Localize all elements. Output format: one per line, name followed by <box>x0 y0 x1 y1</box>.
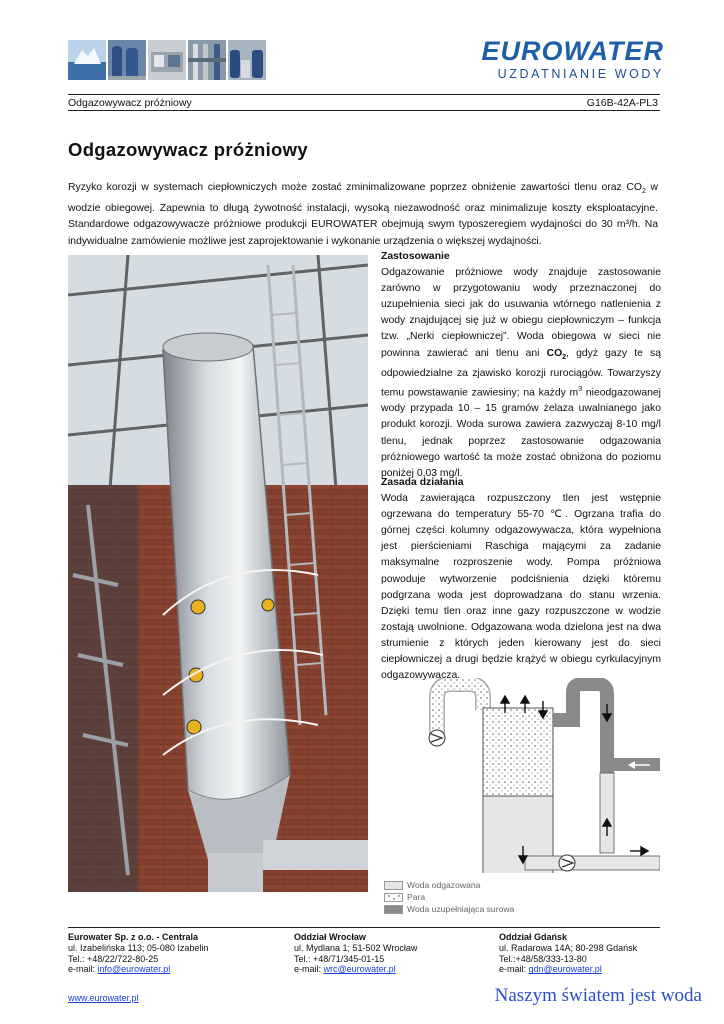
process-diagram <box>425 678 660 873</box>
legend-row-raw <box>384 903 514 915</box>
page-title: Odgazowywacz próżniowy <box>68 139 308 160</box>
footer-office-centrala <box>68 932 208 975</box>
intro-paragraph <box>68 180 658 250</box>
footer-rule <box>68 927 660 928</box>
section-principle <box>381 475 661 684</box>
usage-text-2: , gdyż gazy te są odpowiedzialne za zjawisko korozji rurociągów. Towarzyszy temu powstawanie zawiesiny; na każdy m <box>381 347 661 399</box>
photo-plant <box>148 40 186 80</box>
inlet-pipe <box>553 684 607 773</box>
photo-pipes <box>188 40 226 80</box>
photo-hall <box>228 40 266 80</box>
office-address: ul. Izabelińska 113; 05-080 Izabelin <box>68 942 209 953</box>
section-usage <box>381 249 661 482</box>
office-tel: Tel.: +48/22/722-80-25 <box>68 953 159 964</box>
legend-swatch-raw <box>384 905 403 914</box>
photo-tanks <box>108 40 146 80</box>
photo-iceberg <box>68 40 106 80</box>
eurowater-logo <box>482 38 665 81</box>
legend-swatch-steam <box>384 893 403 902</box>
logo-wordmark: EUROWATER <box>481 36 664 66</box>
office-address: ul. Radarowa 14A; 80-298 Gdańsk <box>499 942 638 953</box>
office-tel: Tel.: +48/71/345-01-15 <box>294 953 385 964</box>
office-email-link[interactable]: gdn@eurowater.pl <box>528 964 602 975</box>
legend-label-water: Woda odgazowana <box>407 880 481 890</box>
website-link[interactable]: www.eurowater.pl <box>68 993 139 1003</box>
usage-text-1: Odgazowanie próżniowe wody znajduje zastosowanie zarówno w przygotowaniu wody przeznaczonej do uzupełnienia sieci jak do usuwania wtórnego natlenienia z wody znajdującej się już w obiegu ciepłowniczym – funkcja tzw. „Nerki ciepłowniczej”. Woda obiegowa w sieci nie powinna zawierać ani tlenu ani <box>381 267 661 359</box>
doc-header-title: Odgazowywacz próżniowy <box>68 97 192 109</box>
deaerator-photo <box>68 255 368 892</box>
header-rule-top <box>68 94 660 95</box>
slogan: Naszym światem jest woda <box>494 985 702 1006</box>
office-email-label: e-mail: <box>499 964 529 975</box>
legend-swatch-water <box>384 881 403 890</box>
usage-body <box>381 265 661 482</box>
office-name: Oddział Gdańsk <box>499 932 568 942</box>
intro-subscript: 2 <box>641 188 646 196</box>
office-name: Oddział Wrocław <box>294 932 366 942</box>
legend-row-steam <box>384 891 514 903</box>
legend-row-water <box>384 879 514 891</box>
diagram-legend <box>384 879 514 915</box>
legend-label-steam: Para <box>407 892 426 902</box>
doc-code: G16B-42A-PL3 <box>586 97 658 109</box>
usage-heading: Zastosowanie <box>381 251 450 262</box>
usage-m3-sup: 3 <box>578 385 583 393</box>
principle-body: Woda zawierająca rozpuszczony tlen jest wstępnie ogrzewana do temperatury 55-70 ℃. Ogrzana trafia do górnej części kolumny odgazowywacza, która wypełniona jest pierścieniami Raschiga mającymi za zadanie maksymalne rozproszenie wody. Pompa próżniowa powoduje wytworzenie podciśnienia dzięki któremu podgrzana woda jest doprowadzana do stanu wrzenia. Dzięki temu tlen oraz inne gazy rozpuszczone w wodzie zostają uwolnione. Odgazowana woda dzielona jest na dwa strumienie z których jeden kierowany jest do sieci ciepłowniczej a drugi będzie krążyć w obiegu cyrkulacyjnym odgazowywacza. <box>381 493 661 682</box>
intro-text-a: Ryzyko korozji w systemach ciepłowniczych może zostać zminimalizowane poprzez obniżenie zawartości tlenu oraz CO <box>68 182 642 193</box>
office-email-label: e-mail: <box>68 964 98 975</box>
principle-heading: Zasada działania <box>381 477 464 488</box>
header-photo-strip <box>68 40 266 80</box>
usage-co2: CO <box>546 347 563 359</box>
office-address: ul. Mydlana 1; 51-502 Wrocław <box>294 942 418 953</box>
usage-text-3: nieodgazowanej wody przypada 10 – 15 gramów żelaza uwalnianego jako produkt korozji. Woda surowa zawiera zazwyczaj 8-10 mg/l tlenu, jednak poprzez zastosowanie odgazowania próżniowego wartość ta może zostać obniżona do poziomu poniżej 0,03 mg/l. <box>381 387 661 479</box>
legend-label-raw: Woda uzupełniająca surowa <box>407 904 515 914</box>
footer-office-wroclaw <box>294 932 417 975</box>
office-email-label: e-mail: <box>294 964 324 975</box>
office-email-link[interactable]: wrc@eurowater.pl <box>323 964 396 975</box>
office-email-link[interactable]: info@eurowater.pl <box>97 964 171 975</box>
footer-office-gdansk <box>499 932 637 975</box>
logo-tagline: UZDATNIANIE WODY <box>497 67 664 81</box>
intro-text-b: w wodzie obiegowej. Zapewnia to długą żywotność instalacji, wysoką niezawodność oraz minimalizuje koszty eksploatacyjne. Standardowe odgazowywacze próżniowe produkcji EUROWATER obejmują swym typoszeregiem wydajności do 30 m³/h. Na indywidualne zamówienie możliwe jest zaprojektowanie i wykonanie urządzenia o większej wydajności. <box>68 182 658 247</box>
usage-co2-sub: 2 <box>562 353 567 361</box>
office-name: Eurowater Sp. z o.o. - Centrala <box>68 932 199 942</box>
header-rule-bottom <box>68 110 660 111</box>
office-tel: Tel.:+48/58/333-13-80 <box>499 953 587 964</box>
